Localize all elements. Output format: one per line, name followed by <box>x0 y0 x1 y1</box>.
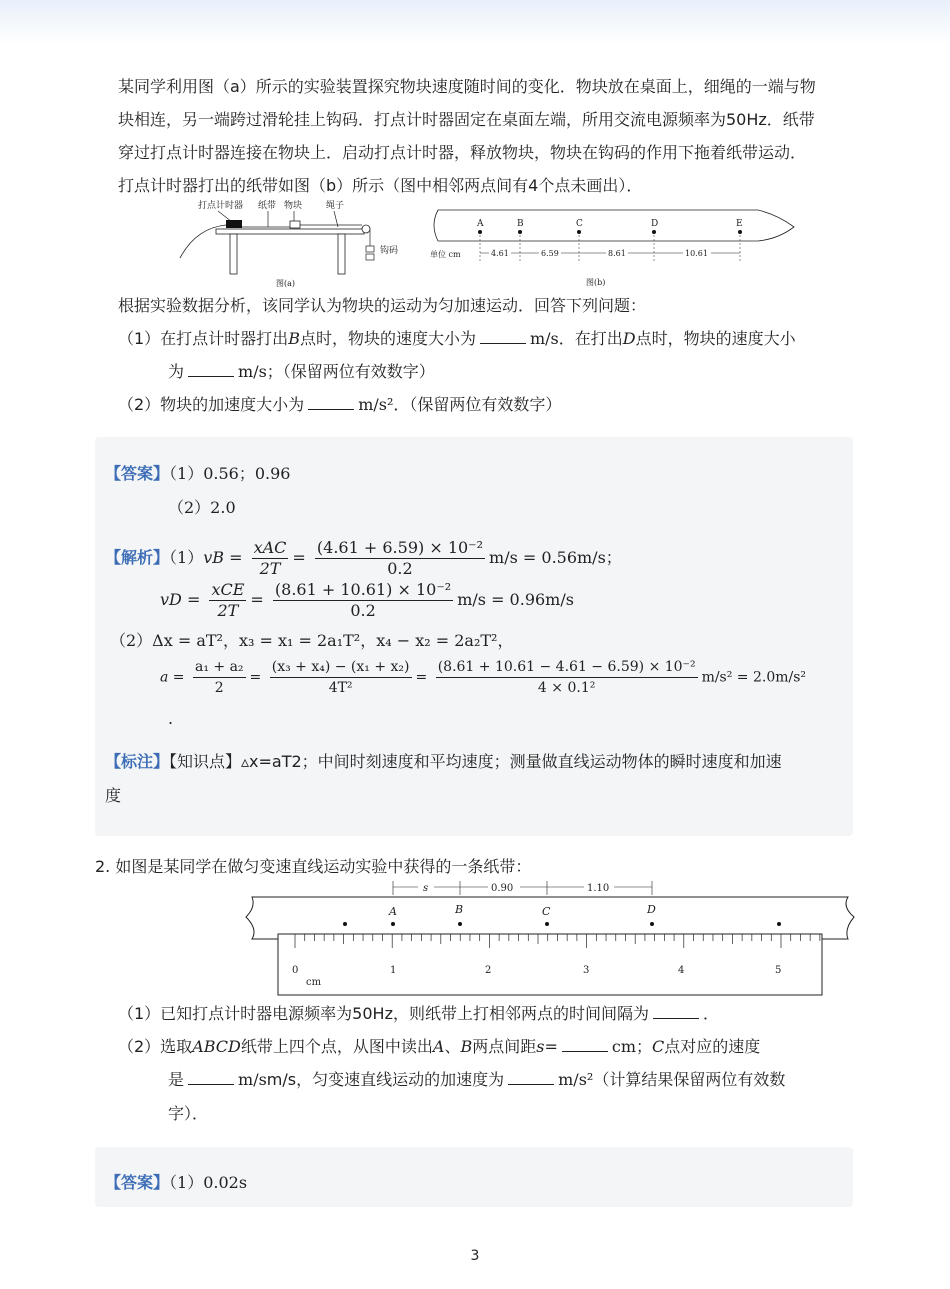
dist-BC: 6.59 <box>541 249 559 258</box>
numerator: a₁ + a₂ <box>193 657 246 678</box>
analysis-vd: vD = $\frac{\text{xCE}}{2T}$ = $\frac{\text{(8.61 + 10.61) × 10⁻²}}{0.2}$ m/s = 0.96m/s <box>160 580 574 620</box>
analysis-period: . <box>168 709 174 728</box>
dot-C <box>545 922 549 926</box>
text: 点时，物块的速度大小为 <box>299 329 476 348</box>
formula-lhs: vD = <box>160 590 201 609</box>
point-label-D: D <box>651 219 659 229</box>
fraction <box>209 580 246 621</box>
answer-text: （1）0.02s <box>169 1173 248 1192</box>
dot-D <box>650 922 654 926</box>
q1-intro-line: 打点计时器打出的纸带如图（b）所示（图中相邻两点间有4个点未画出）． <box>118 176 643 195</box>
answer-blank[interactable] <box>562 1037 608 1052</box>
label-rope: 绳子 <box>326 201 345 211</box>
fraction <box>193 657 246 698</box>
fraction <box>252 538 289 579</box>
q1-intro-line: 块相连，另一端跨过滑轮挂上钩码．打点计时器固定在桌面左端，所用交流电源频率为50Hz．纸带 <box>118 110 815 129</box>
var-A: A <box>432 1037 445 1056</box>
caption-b: 图(b) <box>586 278 606 287</box>
q2-sub2-cont <box>168 1069 785 1091</box>
q2-sub1 <box>118 1003 719 1025</box>
unit-label: 单位 cm <box>430 250 461 259</box>
answer-text: （1）0.56；0.96 <box>169 464 291 483</box>
note-tag: 【标注】 <box>105 752 170 771</box>
q1-sub2 <box>118 394 561 416</box>
q2-sub2 <box>118 1036 760 1058</box>
ruler-num-0: 0 <box>292 965 299 976</box>
note-text: 【知识点】▵x=aT2；中间时刻速度和平均速度；测量做直线运动物体的瞬时速度和加速 <box>169 752 782 771</box>
analysis-tag: 【解析】 <box>105 548 170 567</box>
label-hook-weight: 钩码 <box>380 246 399 256</box>
answer2-line1 <box>105 1172 247 1194</box>
unit: m/s <box>238 362 267 381</box>
text: ．在打出 <box>558 329 623 348</box>
answer-blank[interactable] <box>480 329 526 344</box>
label-timer: 打点计时器 <box>198 201 244 211</box>
figure-b <box>428 207 800 291</box>
dot-B <box>518 230 522 234</box>
q1-intro <box>118 70 858 202</box>
var-B: B <box>460 1037 473 1056</box>
numerator: (8.61 + 10.61 − 4.61 − 6.59) × 10⁻² <box>436 657 698 678</box>
denominator: 4 × 0.1² <box>537 680 596 696</box>
text: （2）选取 <box>118 1037 193 1056</box>
point-label-E: E <box>736 219 743 229</box>
point-label-A: A <box>477 219 484 229</box>
text: 是 <box>168 1070 185 1089</box>
q1-intro-line: 某同学利用图（a）所示的实验装置探究物块速度随时间的变化．物块放在桌面上，细绳的一端与物 <box>118 77 816 96</box>
q1-sub1-cont <box>168 361 435 383</box>
text: ． <box>702 1004 719 1023</box>
figure-q2-tape <box>242 877 858 999</box>
answer1-line1 <box>105 463 290 485</box>
text: （1） <box>169 548 204 567</box>
denominator: 4T² <box>328 680 353 696</box>
point-label-C: C <box>542 905 551 918</box>
answer1-line2: （2）2.0 <box>168 498 236 517</box>
var-C: C <box>652 1037 665 1056</box>
denominator: 2T <box>217 601 239 620</box>
text: （2）物块的加速度大小为 <box>118 395 305 414</box>
page-number: 3 <box>470 1248 480 1264</box>
ruler-num-1: 1 <box>390 965 397 976</box>
unit: m/s <box>529 329 559 348</box>
denominator: 0.2 <box>350 601 376 620</box>
dot-A <box>478 230 482 234</box>
dot-C <box>577 230 581 234</box>
unit: cm； <box>611 1037 653 1056</box>
fraction <box>270 657 412 698</box>
dot-D <box>652 230 656 234</box>
result: m/s² = 2.0m/s² <box>701 669 807 686</box>
header-band <box>0 0 950 44</box>
denominator: 0.2 <box>387 559 413 578</box>
dist-DE: 10.61 <box>685 249 708 258</box>
point-label-A: A <box>389 905 397 918</box>
numerator: xCE <box>211 580 245 599</box>
dot-B <box>458 922 462 926</box>
point-label-C: C <box>576 219 583 229</box>
caption-a: 图(a) <box>276 279 296 288</box>
answer-tag: 【答案】 <box>105 1173 170 1192</box>
ruler-num-3: 3 <box>583 965 590 976</box>
answer-blank[interactable] <box>188 1070 234 1085</box>
dist-CD: 8.61 <box>608 249 626 258</box>
var-B: B <box>288 329 300 348</box>
text: = <box>544 1037 558 1056</box>
analysis-vb: 【解析】（1）vB = $\frac{\text{xAC}}{2T}$ = $\frac{\text{(4.61 + 6.59) × 10⁻²}}{0.2}$ m/s = 0.56m/s； <box>105 538 622 578</box>
text: 点对应的速度 <box>664 1037 761 1056</box>
ruler-num-2: 2 <box>485 965 492 976</box>
var-s: s <box>536 1037 545 1056</box>
text: 为 <box>168 362 185 381</box>
numerator: (4.61 + 6.59) × 10⁻² <box>316 538 484 557</box>
result: m/s = 0.96m/s <box>457 590 574 609</box>
ruler-num-5: 5 <box>775 965 782 976</box>
unit: m/s² <box>558 1070 594 1089</box>
result: m/s = 0.56m/s； <box>489 548 622 567</box>
analysis-acc: a = $\frac{\text{a₁ + a₂}}{2}$ = $\frac{\text{(x₃ + x₄) − (x₁ + x₂)}}{\text{4T²}}$ = $\frac{\text{(8.61 + 10.61 − 4.61 − 6.59) × 10⁻²}}{\text{4 × 0.1²}}$ m/s² = 2.0m/s² <box>160 659 807 696</box>
answer-blank[interactable] <box>188 362 234 377</box>
text: 、 <box>444 1037 461 1056</box>
unit: m/s² <box>358 395 394 414</box>
answer-blank[interactable] <box>308 395 354 410</box>
figure-a <box>176 198 416 290</box>
q2-title: 2. 如图是某同学在做匀变速直线运动实验中获得的一条纸带： <box>95 857 532 876</box>
text: ；（保留两位有效数字） <box>266 362 435 381</box>
label-block: 物块 <box>284 201 303 211</box>
dot-A <box>391 922 395 926</box>
ruler <box>278 934 822 995</box>
text: 点时，物块的速度大小 <box>635 329 796 348</box>
formula-lhs: vB = <box>203 548 243 567</box>
answer-blank[interactable] <box>653 1004 699 1019</box>
text: （1）在打点计时器打出 <box>118 329 289 348</box>
var-ABCD: ABCD <box>192 1037 241 1056</box>
analysis-line2: （2）Δx = aT²，x₃ = x₁ = 2a₁T²，x₄ − x₂ = 2a₂T²， <box>110 631 514 650</box>
text: ．（保留两位有效数字） <box>393 395 562 414</box>
text: （计算结果保留两位有效数 <box>593 1070 786 1089</box>
text: （1）已知打点计时器电源频率为50Hz，则纸带上打相邻两点的时间间隔为 <box>118 1004 649 1023</box>
formula-lhs: a = <box>160 669 185 686</box>
dim-s: s <box>423 883 429 894</box>
numerator: (x₃ + x₄) − (x₁ + x₂) <box>270 657 412 678</box>
text: 两点间距 <box>472 1037 537 1056</box>
ruler-num-4: 4 <box>678 965 685 976</box>
fraction <box>436 657 698 698</box>
denominator: 2T <box>259 559 281 578</box>
dist-AB: 4.61 <box>491 249 509 258</box>
denominator: 2 <box>214 680 224 696</box>
text: 纸带上四个点，从图中读出 <box>240 1037 433 1056</box>
point-label-D: D <box>647 903 656 916</box>
fraction <box>273 580 453 621</box>
dot <box>777 922 781 926</box>
numerator: xAC <box>253 538 287 557</box>
numerator: (8.61 + 10.61) × 10⁻² <box>274 580 452 599</box>
label-tape: 纸带 <box>258 201 277 211</box>
q1-sub1 <box>118 328 796 350</box>
dot <box>343 922 347 926</box>
point-label-B: B <box>455 903 464 916</box>
dim-110: 1.10 <box>587 883 610 894</box>
dim-090: 0.90 <box>491 883 514 894</box>
ruler-unit: cm <box>306 977 322 988</box>
q1-prompt: 根据实验数据分析，该同学认为物块的运动为匀加速运动．回答下列问题： <box>118 296 647 315</box>
fraction <box>315 538 485 579</box>
q2-sub2-end: 字）． <box>168 1104 209 1123</box>
dot-E <box>738 230 742 234</box>
q1-intro-line: 穿过打点计时器连接在物块上．启动打点计时器，释放物块，物块在钩码的作用下拖着纸带运动． <box>118 143 807 162</box>
var-D: D <box>622 329 636 348</box>
point-label-B: B <box>517 219 524 229</box>
answer-tag: 【答案】 <box>105 464 170 483</box>
unit: m/s <box>238 1070 267 1089</box>
text: m/s，匀变速直线运动的加速度为 <box>266 1070 505 1089</box>
answer-blank[interactable] <box>508 1070 554 1085</box>
note-line2: 度 <box>105 786 122 805</box>
note-line1 <box>105 751 782 773</box>
